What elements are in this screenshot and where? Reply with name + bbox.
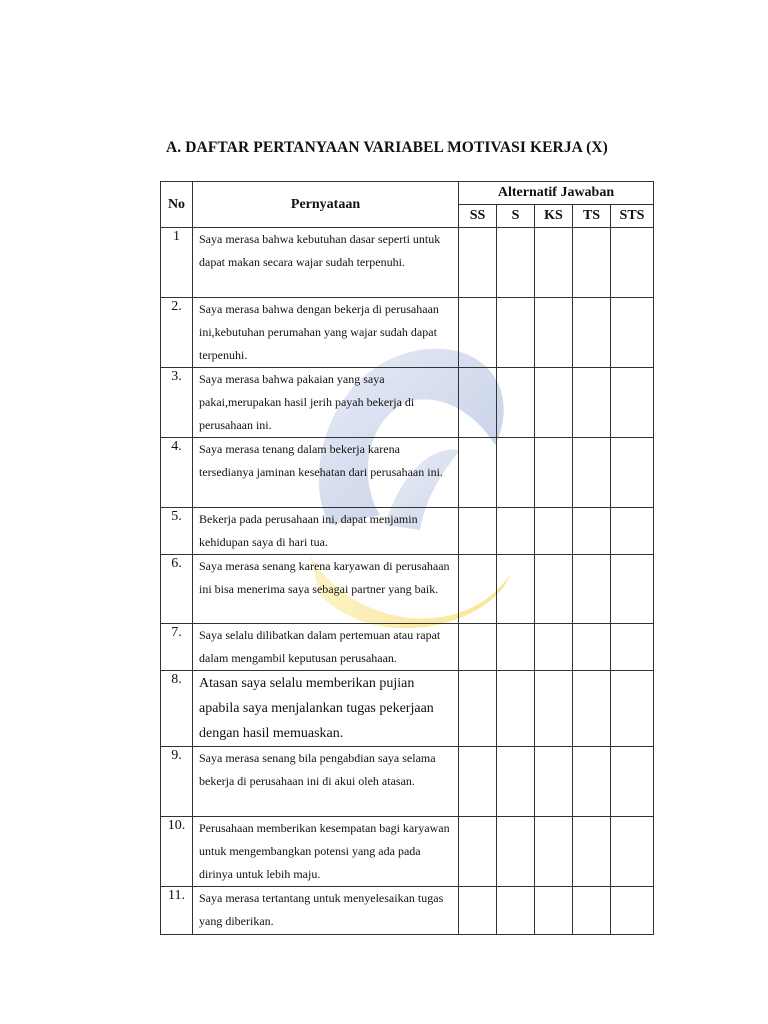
table-row [161,747,654,817]
answer-ks-cell[interactable] [535,555,573,624]
answer-sts-cell[interactable] [611,747,654,817]
answer-sts-cell[interactable] [611,671,654,747]
row-number: 3. [161,368,193,438]
header-alternatives: Alternatif Jawaban [459,182,654,205]
header-option-ts: TS [573,205,611,228]
row-number: 11. [161,887,193,935]
section-heading: A. DAFTAR PERTANYAAN VARIABEL MOTIVASI KERJA (X) [166,139,608,156]
header-option-ss: SS [459,205,497,228]
row-number: 5. [161,508,193,555]
answer-sts-cell[interactable] [611,298,654,368]
row-statement: Saya merasa senang bila pengabdian saya selama bekerja di perusahaan ini di akui oleh atasan. [193,747,459,817]
answer-ts-cell[interactable] [573,747,611,817]
header-option-sts: STS [611,205,654,228]
row-statement: Saya selalu dilibatkan dalam pertemuan atau rapat dalam mengambil keputusan perusahaan. [193,624,459,671]
table-row [161,438,654,508]
table-row [161,887,654,935]
answer-sts-cell[interactable] [611,438,654,508]
table-row [161,624,654,671]
row-number: 1 [161,228,193,298]
header-no: No [161,182,193,228]
table-row [161,298,654,368]
answer-s-cell[interactable] [497,438,535,508]
answer-ss-cell[interactable] [459,555,497,624]
answer-ts-cell[interactable] [573,298,611,368]
answer-sts-cell[interactable] [611,508,654,555]
answer-s-cell[interactable] [497,298,535,368]
answer-ts-cell[interactable] [573,555,611,624]
questionnaire-table [160,181,654,935]
answer-sts-cell[interactable] [611,817,654,887]
answer-ss-cell[interactable] [459,817,497,887]
answer-sts-cell[interactable] [611,887,654,935]
row-statement: Saya merasa tenang dalam bekerja karena tersedianya jaminan kesehatan dari perusahaan ini. [193,438,459,508]
header-option-s: S [497,205,535,228]
answer-sts-cell[interactable] [611,624,654,671]
answer-ss-cell[interactable] [459,298,497,368]
answer-sts-cell[interactable] [611,555,654,624]
answer-ts-cell[interactable] [573,228,611,298]
answer-ss-cell[interactable] [459,438,497,508]
table-row [161,671,654,747]
answer-s-cell[interactable] [497,671,535,747]
answer-ts-cell[interactable] [573,887,611,935]
header-statement: Pernyataan [193,182,459,228]
answer-ss-cell[interactable] [459,671,497,747]
answer-ts-cell[interactable] [573,624,611,671]
table-row [161,368,654,438]
answer-ks-cell[interactable] [535,671,573,747]
row-number: 4. [161,438,193,508]
answer-ks-cell[interactable] [535,438,573,508]
answer-ts-cell[interactable] [573,368,611,438]
answer-s-cell[interactable] [497,624,535,671]
row-statement: Saya merasa bahwa dengan bekerja di perusahaan ini,kebutuhan perumahan yang wajar sudah dapat terpenuhi. [193,298,459,368]
table-row [161,228,654,298]
row-number: 6. [161,555,193,624]
answer-ts-cell[interactable] [573,671,611,747]
answer-s-cell[interactable] [497,817,535,887]
answer-ks-cell[interactable] [535,298,573,368]
row-statement: Perusahaan memberikan kesempatan bagi karyawan untuk mengembangkan potensi yang ada pada dirinya untuk lebih maju. [193,817,459,887]
row-number: 2. [161,298,193,368]
answer-s-cell[interactable] [497,555,535,624]
row-number: 8. [161,671,193,747]
row-statement: Saya merasa tertantang untuk menyelesaikan tugas yang diberikan. [193,887,459,935]
answer-ks-cell[interactable] [535,624,573,671]
answer-sts-cell[interactable] [611,228,654,298]
answer-ts-cell[interactable] [573,438,611,508]
row-number: 10. [161,817,193,887]
answer-ss-cell[interactable] [459,368,497,438]
answer-ks-cell[interactable] [535,747,573,817]
answer-ks-cell[interactable] [535,817,573,887]
row-number: 7. [161,624,193,671]
answer-ss-cell[interactable] [459,228,497,298]
table-row [161,817,654,887]
answer-ts-cell[interactable] [573,508,611,555]
row-statement: Saya merasa senang karena karyawan di perusahaan ini bisa menerima saya sebagai partner yang baik. [193,555,459,624]
answer-sts-cell[interactable] [611,368,654,438]
row-number: 9. [161,747,193,817]
answer-ts-cell[interactable] [573,817,611,887]
answer-s-cell[interactable] [497,228,535,298]
row-statement: Atasan saya selalu memberikan pujian apabila saya menjalankan tugas pekerjaan dengan hasil memuaskan. [193,671,459,747]
answer-ss-cell[interactable] [459,508,497,555]
header-option-ks: KS [535,205,573,228]
answer-s-cell[interactable] [497,508,535,555]
row-statement: Saya merasa bahwa pakaian yang saya pakai,merupakan hasil jerih payah bekerja di perusahaan ini. [193,368,459,438]
answer-ks-cell[interactable] [535,887,573,935]
answer-ss-cell[interactable] [459,624,497,671]
answer-ks-cell[interactable] [535,368,573,438]
row-statement: Saya merasa bahwa kebutuhan dasar seperti untuk dapat makan secara wajar sudah terpenuhi. [193,228,459,298]
answer-s-cell[interactable] [497,747,535,817]
answer-ss-cell[interactable] [459,747,497,817]
answer-s-cell[interactable] [497,887,535,935]
answer-s-cell[interactable] [497,368,535,438]
table-row [161,508,654,555]
answer-ks-cell[interactable] [535,228,573,298]
answer-ss-cell[interactable] [459,887,497,935]
row-statement: Bekerja pada perusahaan ini, dapat menjamin kehidupan saya di hari tua. [193,508,459,555]
answer-ks-cell[interactable] [535,508,573,555]
table-row [161,555,654,624]
